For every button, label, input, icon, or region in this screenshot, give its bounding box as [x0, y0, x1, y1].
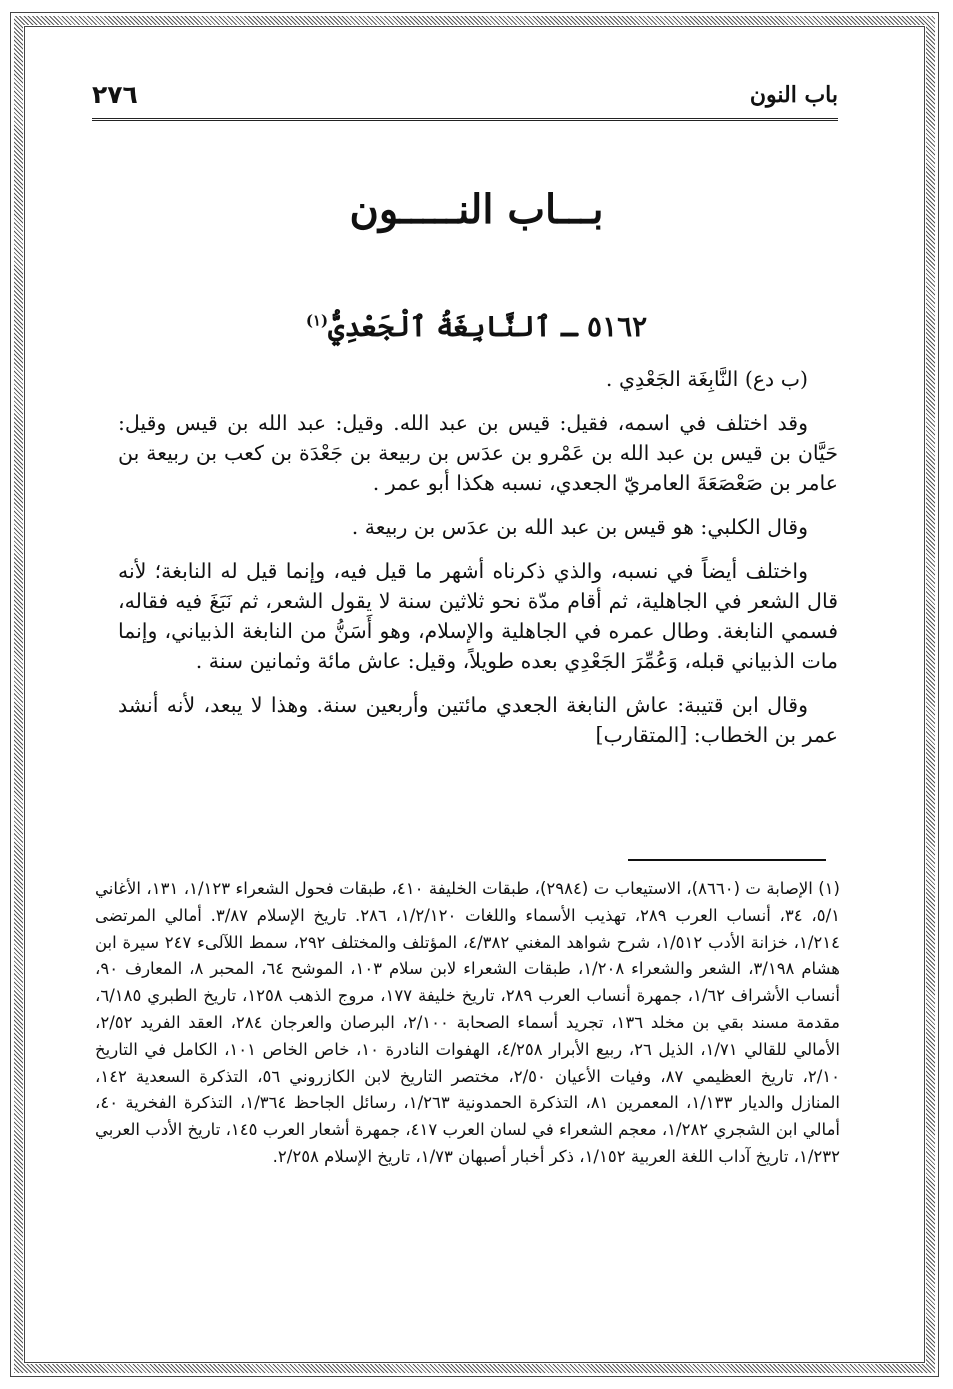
running-title: باب النون: [749, 82, 838, 108]
footnote: (١) الإصابة ت (٨٦٦٠)، الاستيعاب ت (٢٩٨٤)، طبقات الخليفة ٤١٠، طبقات فحول الشعراء ١/١٢٣، ١٣١، الأغاني ٥/١، ٣٤، أنساب العرب ٢٨٩، تهذيب الأسماء واللغات ١/٢/١٢٠، ٢٨٦. تاريخ الإسلام ٣/٨٧. أمالي المرتضى ١/٢١٤، خزانة الأدب ١/٥١٢، شرح شواهد المغني ٤/٣٨٢، المؤتلف والمختلف ٢٩٢، سمط اللآلىء ٢٤٧ سيرة ابن هشام ٣/١٩٨، الشعر والشعراء ١/٢٠٨، طبقات الشعراء لابن سلام ١٠٣، الموشح ٦٤، المحبر ٨، المعارف ٩٠، أنساب الأشراف ١/٦٢، جمهرة أنساب العرب ٢٨٩، تاريخ خليفة ١٧٧، مروج الذهب ١٢٥٨، تاريخ الطبري ٦/١٨٥، مقدمة مسند بقي بن مخلد ١٣٦، تجريد أسماء الصحابة ٢/١٠٠، البرصان والعرجان ٢٨٤، العقد الفريد ٢/٥٢، الأمالي للقالي ١/٧١، الذيل ٢٦، ربيع الأبرار ٤/٢٥٨، الهفوات النادرة ١٠، خاص الخاص ١٠١، الكامل في التاريخ ٢/١٠، تاريخ العظيمي ٨٧، وفيات الأعيان ٢/٥٠، مختصر التاريخ لابن الكازروني ٥٦، التذكرة السعدية ١٤٢، المنازل والديار ١/١٣٣، المعمرين ٨١، التذكرة الحمدونية ١/٢٦٣، رسائل الجاحظ ١/٣٦٤، التذكرة الفخرية ٤٠، أمالي ابن الشجري ١/٢٨٢، معجم الشعراء في لسان العرب ٤١٧، جمهرة أشعار العرب ١٤٥، تاريخ الأدب العربي ١/٢٣٢، تاريخ آداب اللغة العربية ١/١٥٢، ذكر أخبار أصبهان ١/٧٣، تاريخ الإسلام ٢/٢٥٨.: [95, 879, 841, 1166]
paragraph-4: واختلف أيضاً في نسبه، والذي ذكرناه أشهر ما قيل فيه، وإنما قيل له النابغة؛ لأنه قال الشعر في الجاهلية، ثم أقام مدّة نحو ثلاثين سنة لا يقول الشعر، ثم نَبَغَ فيه فقاله، فسمي النابغة. وطال عمره في الجاهلية والإسلام، وهو أَسَنُّ من النابغة الذبياني، وإنما مات الذبياني قبله، وَعُمِّرَ الجَعْدِي بعده طويلاً، وقيل: عاش مائة وثمانين سنة .: [118, 559, 838, 673]
entry-heading-text: ٥١٦٢ ـ ٱلنَّابِغَةُ ٱلْجَعْدِيُّ: [328, 310, 648, 343]
body-text: [118, 364, 838, 764]
footnote-separator: [628, 859, 826, 861]
entry-heading: [0, 310, 953, 343]
chapter-title: بـــاب النـــــون: [349, 186, 604, 233]
page-header: [92, 78, 838, 121]
paragraph-2: وقد اختلف في اسمه، فقيل: قيس بن عبد الله. وقيل: عبد الله بن قيس وقيل: حَيَّان بن قيس بن عبد الله بن عَمْرو بن عدَس بن ربيعة بن جَعْدَة بن كعب بن ربيعة بن عامر بن صَعْصَعَةَ العامريّ الجعدي، نسبه هكذا أبو عمر .: [118, 411, 838, 495]
page-number: ٢٧٦: [92, 80, 138, 109]
footnote-marker: (١): [305, 311, 329, 330]
paragraph-3: وقال الكلبي: هو قيس بن عبد الله بن عدَس بن ربيعة .: [351, 515, 808, 539]
paragraph-5: وقال ابن قتيبة: عاش النابغة الجعدي مائتين وأربعين سنة. وهذا لا يبعد، لأنه أنشد عمر بن الخطاب: [المتقارب]: [118, 693, 838, 747]
paragraph-1: (ب دع) النَّابِغَة الجَعْدِي .: [605, 367, 808, 391]
